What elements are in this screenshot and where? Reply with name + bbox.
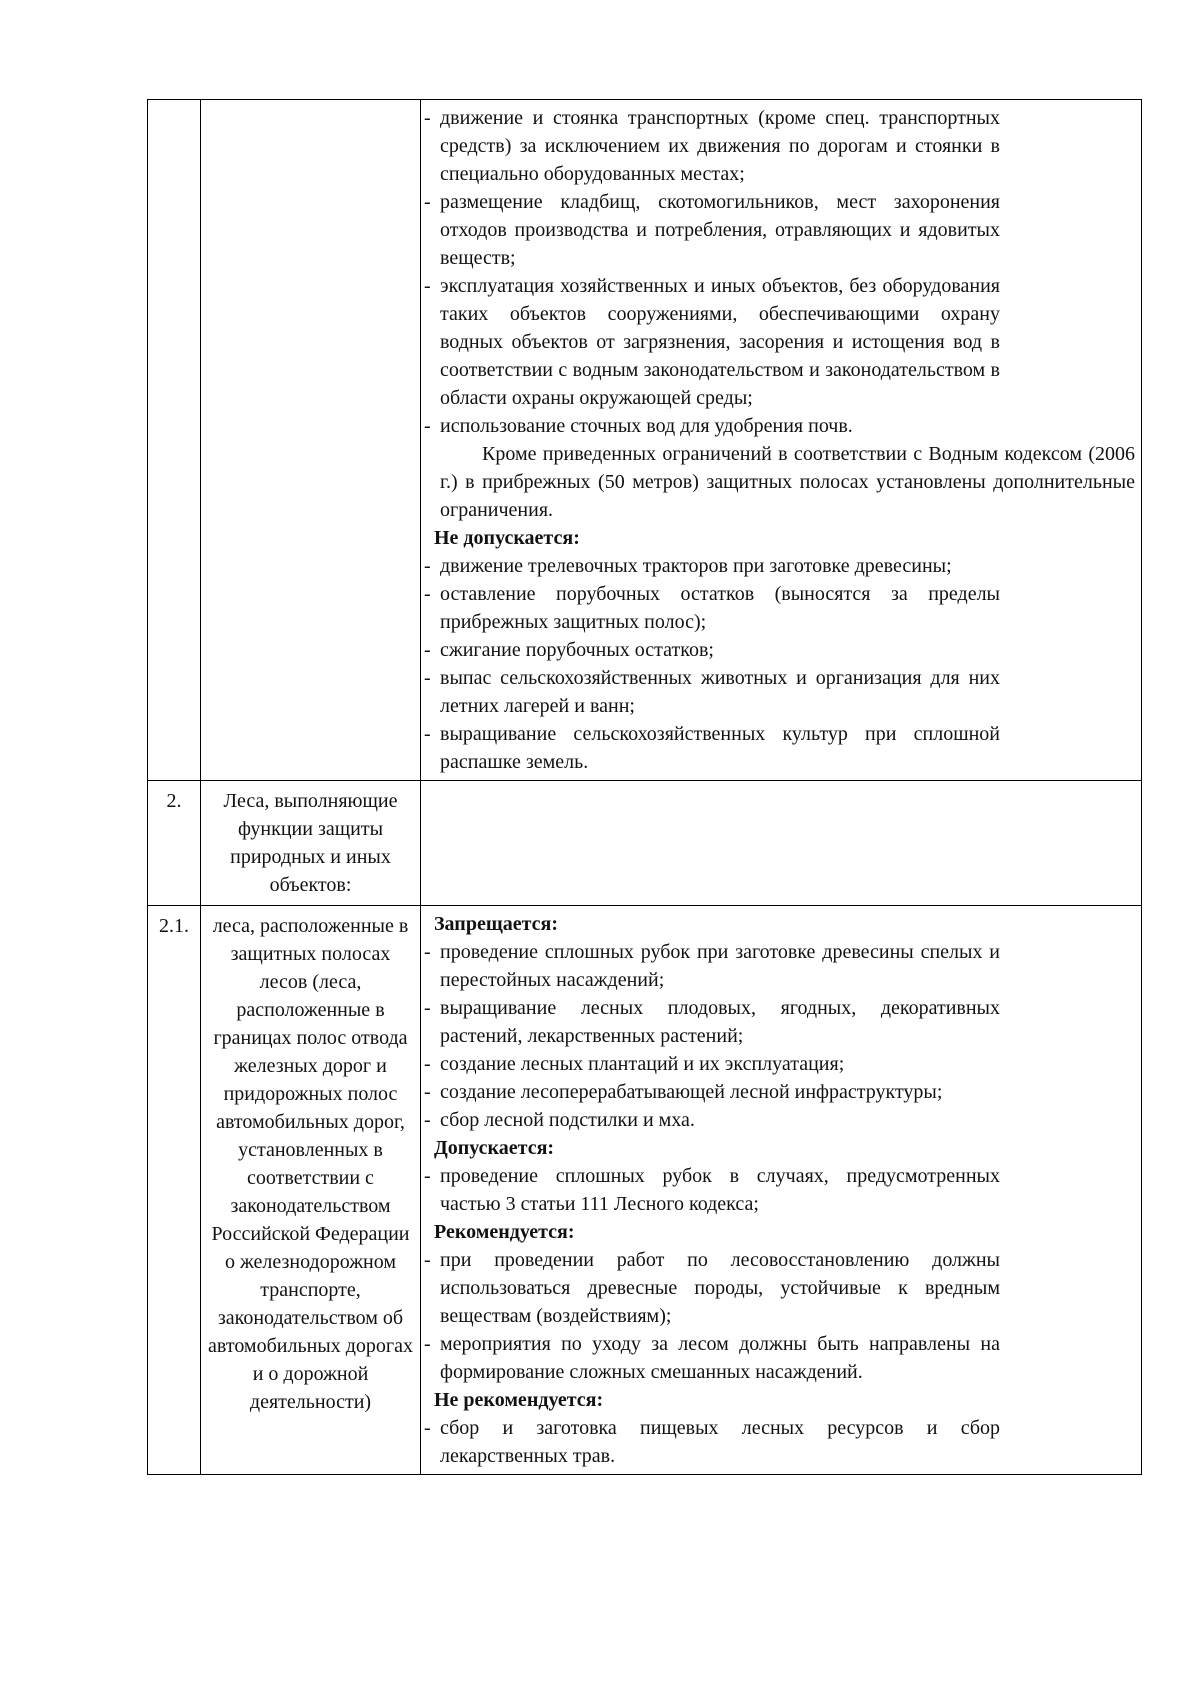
restrictions-cell [421,100,1142,781]
restrictions-cell [421,906,1142,1475]
restriction-item [424,188,1000,272]
list-dash: - [424,107,431,129]
section-heading: Не рекомендуется: [434,1389,604,1411]
restrictions-cell [421,781,1142,906]
row-number: 2. [148,781,201,906]
forest-category: леса, расположенные в защитных полосах лесов (леса, расположенные в границах полос отвода железных дорог и придорожных полос автомобильных дорог, установленных в соответствии с законодательством Российской Федерации о железнодорожном транспорте, законодательством об автомобильных дорогах и о дорожной деятельности) [201,906,421,1475]
restriction-item [424,938,1000,994]
restrictions-table [147,99,1142,1475]
restriction-text: размещение кладбищ, скотомогильников, мест захоронения отходов производства и потребления, отравляющих и ядовитых веществ; [440,191,1000,269]
paragraph: Кроме приведенных ограничений в соответствии с Водным кодексом (2006 г.) в прибрежных (50 метров) защитных полосах установлены дополнительные ограничения. [440,443,1135,521]
list-dash: - [424,1165,431,1187]
restriction-text: при проведении работ по лесовосстановлению должны использоваться древесные породы, устойчивые к вредным веществам (воздействиям); [440,1249,1000,1327]
list-dash: - [424,723,431,745]
restriction-text: сбор и заготовка пищевых лесных ресурсов и сбор лекарственных трав. [440,1417,1000,1467]
row-number [148,100,201,781]
restriction-item [424,1162,1000,1218]
forest-category: Леса, выполняющие функции защиты природных и иных объектов: [201,781,421,906]
list-dash: - [424,997,431,1019]
restriction-text: мероприятия по уходу за лесом должны быть направлены на формирование сложных смешанных насаждений. [440,1333,1000,1383]
restriction-text: оставление порубочных остатков (выносятся за пределы прибрежных защитных полос); [440,583,1000,633]
list-dash: - [424,639,431,661]
restriction-text: сбор лесной подстилки и мха. [440,1109,695,1131]
restriction-item [424,1078,1000,1106]
section-heading: Запрещается: [434,913,559,935]
restriction-item [424,1246,1000,1330]
list-dash: - [424,1417,431,1439]
section-heading: Не допускается: [434,527,580,549]
section-heading: Рекомендуется: [434,1221,575,1243]
restriction-text: проведение сплошных рубок в случаях, предусмотренных частью 3 статьи 111 Лесного кодекса; [440,1165,1000,1215]
restriction-item [424,552,1000,580]
table-body [148,100,1142,1475]
restriction-text: использование сточных вод для удобрения почв. [440,415,853,437]
restriction-item [424,1050,1000,1078]
restriction-text: движение трелевочных тракторов при заготовке древесины; [440,555,952,577]
table-row [148,100,1142,781]
restriction-text: создание лесных плантаций и их эксплуатация; [440,1053,845,1075]
list-dash: - [424,1053,431,1075]
restriction-item [424,580,1000,636]
restriction-item [424,104,1000,188]
list-dash: - [424,941,431,963]
restriction-item [424,412,1000,440]
list-dash: - [424,1081,431,1103]
restriction-text: проведение сплошных рубок при заготовке древесины спелых и перестойных насаждений; [440,941,1000,991]
list-dash: - [424,1109,431,1131]
list-dash: - [424,191,431,213]
section-heading: Допускается: [434,1137,555,1159]
list-dash: - [424,583,431,605]
restriction-item [424,1106,1000,1134]
restriction-item [424,1330,1000,1386]
row-number: 2.1. [148,906,201,1475]
table-row [148,906,1142,1475]
list-dash: - [424,1333,431,1355]
restriction-text: эксплуатация хозяйственных и иных объектов, без оборудования таких объектов сооружениями, обеспечивающими охрану водных объектов от загрязнения, засорения и истощения вод в соответствии с водным законодательством и законодательством в области охраны окружающей среды; [440,275,1000,409]
table-row [148,781,1142,906]
list-dash: - [424,415,431,437]
list-dash: - [424,275,431,297]
restriction-text: сжигание порубочных остатков; [440,639,714,661]
restriction-item [424,720,1000,776]
list-dash: - [424,667,431,689]
restriction-item [424,636,1000,664]
restriction-text: выращивание лесных плодовых, ягодных, декоративных растений, лекарственных растений; [440,997,1000,1047]
restriction-text: выращивание сельскохозяйственных культур при сплошной распашке земель. [440,723,1000,773]
restriction-item [424,664,1000,720]
list-dash: - [424,1249,431,1271]
restriction-text: создание лесоперерабатывающей лесной инфраструктуры; [440,1081,943,1103]
restriction-text: движение и стоянка транспортных (кроме спец. транспортных средств) за исключением их движения по дорогам и стоянки в специально оборудованных местах; [440,107,1000,185]
restriction-item [424,1414,1000,1470]
restriction-item [424,272,1000,412]
restriction-text: выпас сельскохозяйственных животных и организация для них летних лагерей и ванн; [440,667,1000,717]
restriction-item [424,994,1000,1050]
list-dash: - [424,555,431,577]
forest-category [201,100,421,781]
